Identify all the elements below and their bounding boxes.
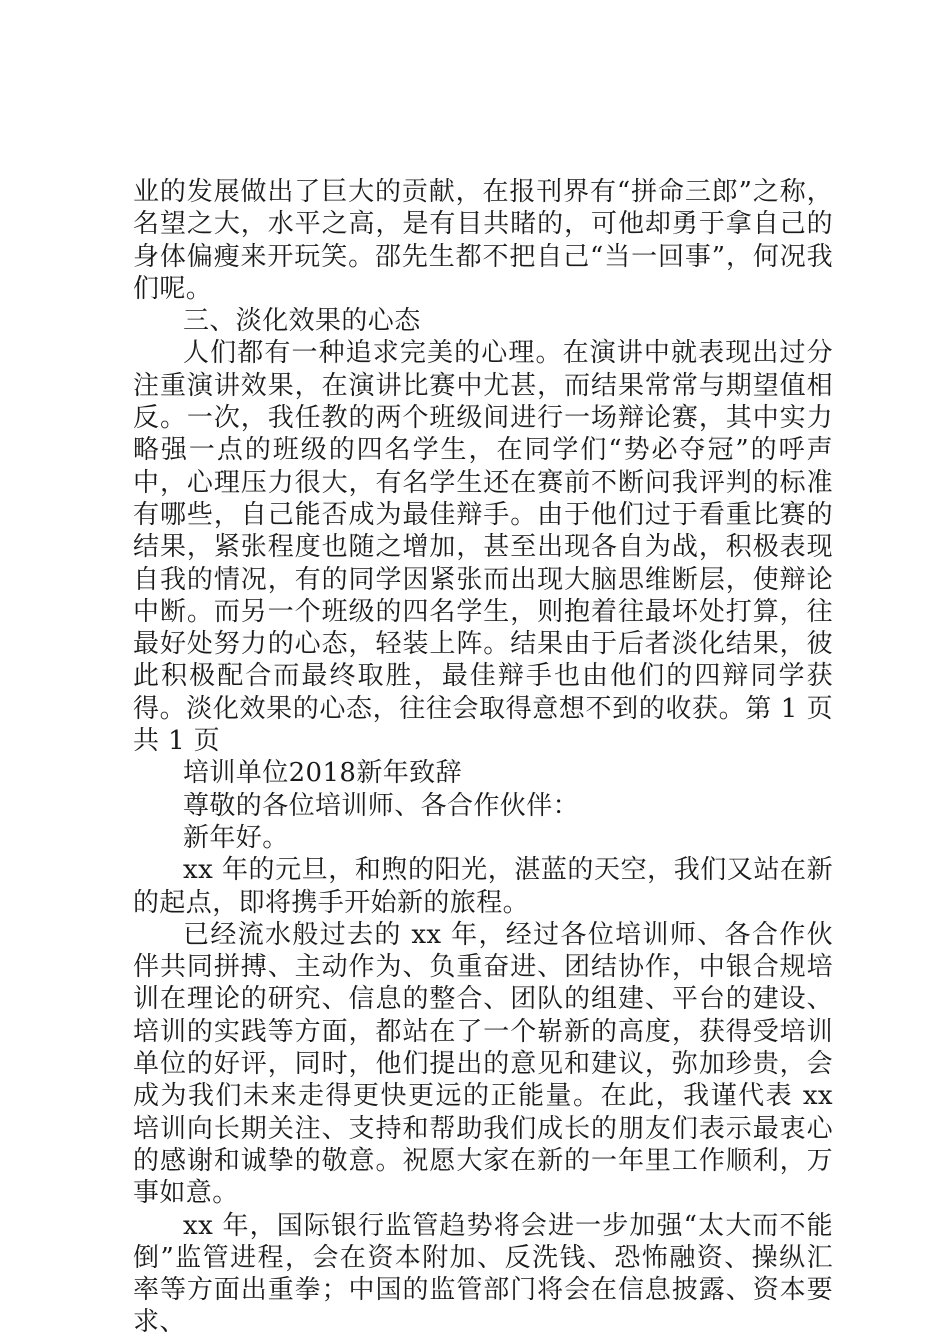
section-heading: 三、淡化效果的心态 — [183, 306, 421, 337]
document-body — [133, 176, 833, 1339]
salutation: 尊敬的各位培训师、各合作伙伴： — [183, 790, 580, 821]
paragraph-body: xx 年的元旦，和煦的阳光，湛蓝的天空，我们又站在新的起点，即将携手开始新的旅程。 — [133, 855, 833, 918]
paragraph-body: xx 年，国际银行监管趋势将会进一步加强“太大而不能倒”监管进程，会在资本附加、反洗钱、恐怖融资、操纵汇率等方面出重拳；中国的监管部门将会在信息披露、资本要求、 — [133, 1210, 833, 1338]
greeting: 新年好。 — [183, 822, 289, 853]
document-title: 培训单位2018新年致辞 — [183, 758, 462, 789]
paragraph-continuation: 业的发展做出了巨大的贡献，在报刊界有“拼命三郎”之称，名望之大，水平之高，是有目共睹的，可他却勇于拿自己的身体偏瘦来开玩笑。邵先生都不把自己“当一回事”，何况我们呢。 — [133, 177, 833, 304]
paragraph-body: 人们都有一种追求完美的心理。在演讲中就表现出过分注重演讲效果，在演讲比赛中尤甚，而结果常常与期望值相反。一次，我任教的两个班级间进行一场辩论赛，其中实力略强一点的班级的四名学生，在同学们“势必夺冠”的呼声中，心理压力很大，有名学生还在赛前不断问我评判的标准有哪些，自己能否成为最佳辩手。由于他们过于看重比赛的结果，紧张程度也随之增加，甚至出现各自为战，积极表现自我的情况，有的同学因紧张而出现大脑思维断层，使辩论中断。而另一个班级的四名学生，则抱着往最坏处打算，往最好处努力的心态，轻装上阵。结果由于后者淡化结果，彼此积极配合而最终取胜，最佳辩手也由他们的四辩同学获得。淡化效果的心态，往往会取得意想不到的收获。第 1 页共 1 页 — [133, 338, 833, 757]
paragraph-body: 已经流水般过去的 xx 年，经过各位培训师、各合作伙伴共同拼搏、主动作为、负重奋进、团结协作，中银合规培训在理论的研究、信息的整合、团队的组建、平台的建设、培训的实践等方面，都站在了一个崭新的高度，获得受培训单位的好评，同时，他们提出的意见和建议，弥加珍贵，会成为我们未来走得更快更远的正能量。在此，我谨代表 xx 培训向长期关注、支持和帮助我们成长的朋友们表示最衷心的感谢和诚挚的敬意。祝愿大家在新的一年里工作顺利，万事如意。 — [133, 919, 833, 1209]
